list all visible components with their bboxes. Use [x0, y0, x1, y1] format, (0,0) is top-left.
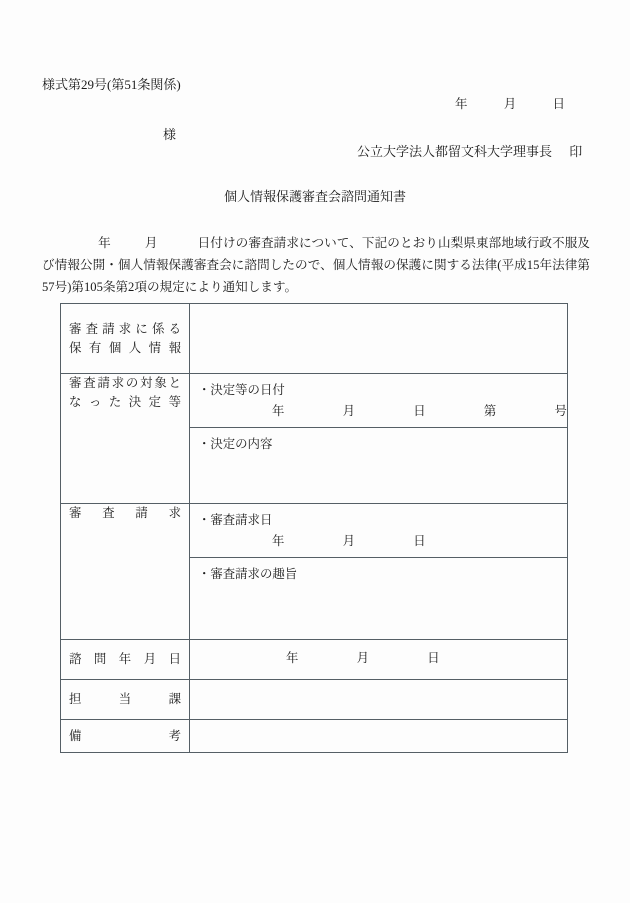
notification-form-table: [60, 303, 568, 753]
decision-content-label: ・ 決定の内容: [198, 435, 559, 454]
remarks-input[interactable]: [190, 720, 567, 733]
row-label-text: 諮問年月日: [69, 652, 181, 666]
row-label-text: 備考: [69, 728, 181, 743]
request-day: 日: [413, 534, 426, 548]
row-value-remarks[interactable]: [190, 720, 568, 753]
addressee-suffix: 様: [163, 127, 177, 142]
decision-year: 年: [272, 404, 285, 418]
row-label-consultation-date: [61, 640, 190, 680]
decision-month: 月: [342, 404, 355, 418]
row-label-line1: 審査請求の対象と: [69, 376, 181, 390]
table-row-consultation-date: [61, 640, 568, 680]
header-date-month: 月: [503, 97, 517, 111]
row-label-line2: なった決定等: [69, 395, 181, 409]
request-date-label: ・ 審査請求日: [198, 511, 559, 530]
decision-day: 日: [413, 404, 426, 418]
request-month: 月: [342, 534, 355, 548]
request-date-fields[interactable]: [198, 532, 559, 551]
consultation-month: 月: [356, 651, 369, 665]
table-row-decision-date: [61, 374, 568, 428]
row-label-line2: 保有個人情報: [69, 340, 181, 355]
issuer-line: [357, 145, 582, 158]
row-label-request: [61, 504, 190, 640]
table-row-request-date: [61, 504, 568, 558]
seal-icon: 印: [569, 144, 583, 159]
row-value-request-date[interactable]: [190, 504, 568, 558]
body-month: 月: [144, 236, 158, 250]
row-value-request-purpose[interactable]: [190, 558, 568, 640]
row-label-remarks: [61, 720, 190, 753]
body-text: 日付けの審査請求について、下記のとおり山梨県東部地域行政不服及び情報公開・個人情報保護審査会に諮問したので、個人情報の保護に関する法律(平成15年法律第57号)第105条第2項の規定により通知します。: [42, 236, 591, 294]
table-row-department: [61, 680, 568, 720]
row-label-department: [61, 680, 190, 720]
header-date-line: [455, 98, 565, 111]
row-label-line1: 審査請求に係る: [69, 321, 181, 336]
row-value-department[interactable]: [190, 680, 568, 720]
form-number: 様式第29号(第51条関係): [42, 77, 181, 92]
row-value-subject-info[interactable]: [190, 304, 568, 374]
department-input[interactable]: [190, 680, 567, 693]
decision-date-fields[interactable]: [198, 402, 567, 421]
table-row-subject-info: [61, 304, 568, 374]
body-paragraph: [42, 232, 590, 298]
consultation-year: 年: [286, 651, 299, 665]
subject-info-input[interactable]: [190, 304, 567, 317]
decision-number-prefix: 第: [483, 404, 497, 418]
decision-number-suffix: 号: [554, 404, 567, 418]
consultation-day: 日: [427, 651, 440, 665]
header-date-year: 年: [455, 97, 468, 111]
header-date-day: 日: [552, 97, 566, 111]
decision-date-label: ・ 決定等の日付: [198, 381, 559, 400]
row-value-consultation-date[interactable]: [190, 640, 568, 680]
request-year: 年: [272, 534, 285, 548]
request-purpose-label: ・ 審査請求の趣旨: [198, 565, 559, 584]
consultation-date-fields[interactable]: [190, 640, 567, 677]
row-label-text: 審査請求: [69, 506, 181, 520]
row-value-decision-content[interactable]: [190, 428, 568, 504]
row-value-decision-date[interactable]: [190, 374, 568, 428]
table-row-remarks: [61, 720, 568, 753]
body-year: 年: [98, 236, 111, 250]
row-label-decision: [61, 374, 190, 504]
issuer-name: 公立大学法人都留文科大学理事長: [357, 144, 553, 159]
row-label-subject-info: [61, 304, 190, 374]
row-label-text: 担当課: [69, 692, 181, 706]
page-title: 個人情報保護審査会諮問通知書: [223, 189, 406, 204]
